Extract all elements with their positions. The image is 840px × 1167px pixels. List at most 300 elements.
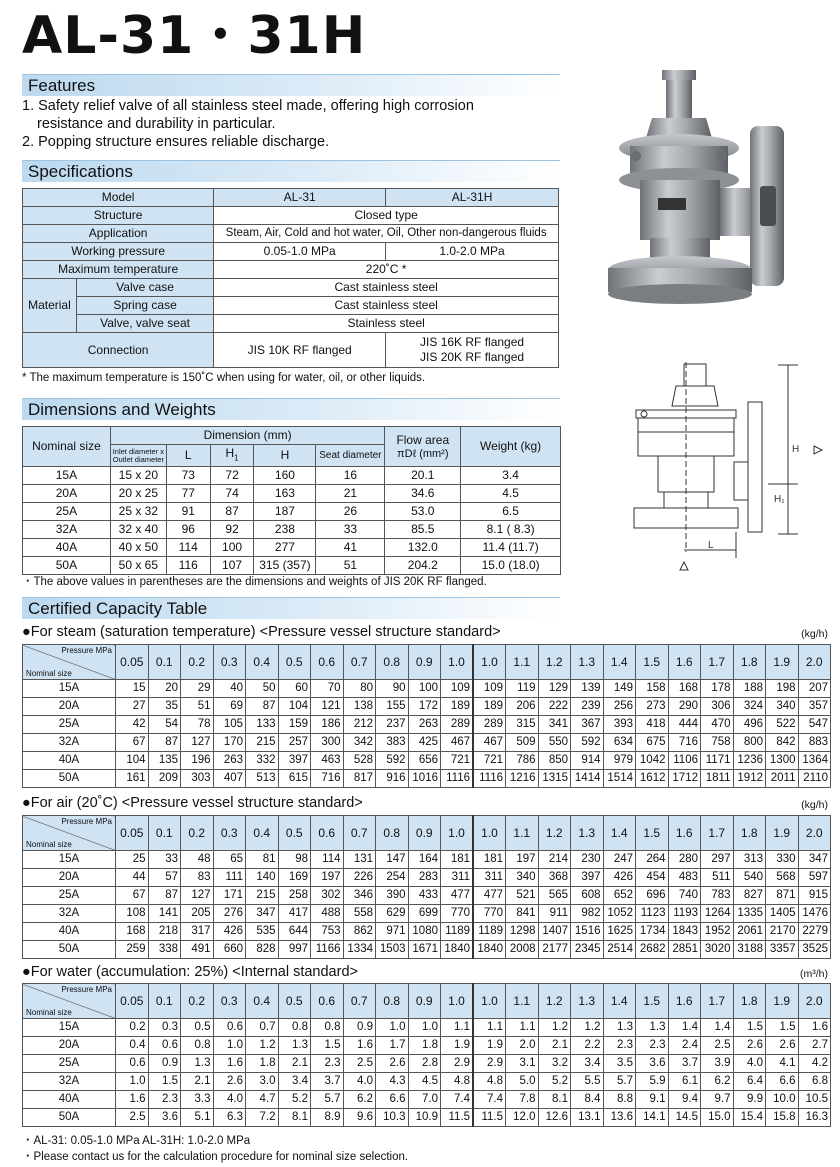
- table-cell: 25A: [23, 1055, 116, 1073]
- table-cell: 2.9: [473, 1055, 506, 1073]
- table-cell: 340: [766, 698, 799, 716]
- table-cell: 770: [473, 905, 506, 923]
- table-cell: 159: [278, 716, 311, 734]
- table-cell: 997: [278, 941, 311, 959]
- table-cell: 1.1: [441, 1019, 474, 1037]
- table-cell: 1080: [408, 923, 441, 941]
- table-cell: 77: [166, 485, 210, 503]
- table-cell: 1364: [798, 752, 831, 770]
- table-cell: 100: [408, 680, 441, 698]
- pressure-header: 0.3: [213, 816, 246, 851]
- table-cell: 273: [636, 698, 669, 716]
- table-row: Maximum temperature 220˚C *: [23, 261, 559, 279]
- table-cell: 20A: [23, 869, 116, 887]
- table-cell: 189: [441, 698, 474, 716]
- table-cell: 914: [571, 752, 604, 770]
- table-cell: 0.8: [311, 1019, 344, 1037]
- table-row: [23, 869, 831, 887]
- pressure-header: 0.7: [343, 645, 376, 680]
- table-cell: 171: [213, 887, 246, 905]
- pressure-header: 1.2: [538, 816, 571, 851]
- table-cell: 1264: [701, 905, 734, 923]
- table-cell: 289: [473, 716, 506, 734]
- table-cell: 1.0: [408, 1019, 441, 1037]
- table-cell: 83: [181, 869, 214, 887]
- table-cell: 40: [213, 680, 246, 698]
- table-cell: 2.6: [213, 1073, 246, 1091]
- table-cell: 197: [311, 869, 344, 887]
- table-cell: 397: [278, 752, 311, 770]
- table-cell: 1.4: [701, 1019, 734, 1037]
- table-cell: 139: [571, 680, 604, 698]
- table-cell: 491: [181, 941, 214, 959]
- table-cell: 161: [116, 770, 149, 788]
- table-cell: 315 (357): [254, 557, 316, 575]
- specifications-heading: Specifications: [22, 160, 560, 182]
- table-cell: 1335: [733, 905, 766, 923]
- table-cell: 528: [343, 752, 376, 770]
- table-cell: 2.1: [278, 1055, 311, 1073]
- table-cell: 346: [343, 887, 376, 905]
- table-cell: 770: [441, 905, 474, 923]
- table-cell: 982: [571, 905, 604, 923]
- table-cell: 979: [603, 752, 636, 770]
- table-cell: 1.7: [376, 1037, 409, 1055]
- table-cell: 10.9: [408, 1109, 441, 1127]
- diagonal-header-cell: Pressure MPa Nominal size: [23, 645, 116, 680]
- table-cell: 8.1: [278, 1109, 311, 1127]
- table-cell: 2.9: [441, 1055, 474, 1073]
- table-cell: 2.5: [701, 1037, 734, 1055]
- dimensions-heading: Dimensions and Weights: [22, 398, 560, 420]
- table-cell: 50 x 65: [110, 557, 166, 575]
- water-unit: (m³/h): [800, 968, 828, 980]
- table-cell: 2.7: [798, 1037, 831, 1055]
- table-cell: 290: [668, 698, 701, 716]
- table-cell: 186: [311, 716, 344, 734]
- table-cell: 311: [473, 869, 506, 887]
- table-cell: 2.1: [538, 1037, 571, 1055]
- table-cell: 7.2: [246, 1109, 279, 1127]
- table-cell: 6.2: [343, 1091, 376, 1109]
- table-cell: 60: [278, 680, 311, 698]
- table-cell: 42: [116, 716, 149, 734]
- table-row: [23, 1019, 831, 1037]
- table-cell: 1.4: [668, 1019, 701, 1037]
- table-cell: 1123: [636, 905, 669, 923]
- pressure-header: 1.3: [571, 984, 604, 1019]
- table-cell: 87: [148, 887, 181, 905]
- table-cell: 883: [798, 734, 831, 752]
- pressure-header: 1.7: [701, 645, 734, 680]
- table-cell: 87: [148, 734, 181, 752]
- table-row: [23, 1109, 831, 1127]
- table-cell: 3.4: [571, 1055, 604, 1073]
- table-cell: 20 x 25: [110, 485, 166, 503]
- table-cell: 50A: [23, 1109, 116, 1127]
- table-cell: 121: [311, 698, 344, 716]
- table-cell: 615: [278, 770, 311, 788]
- table-cell: 315: [506, 716, 539, 734]
- table-cell: 189: [473, 698, 506, 716]
- pressure-header: 1.2: [538, 984, 571, 1019]
- table-row: [23, 923, 831, 941]
- table-cell: 1.3: [181, 1055, 214, 1073]
- table-cell: 212: [343, 716, 376, 734]
- table-cell: 129: [538, 680, 571, 698]
- table-cell: 1116: [473, 770, 506, 788]
- table-cell: 114: [166, 539, 210, 557]
- pressure-header: 0.4: [246, 645, 279, 680]
- drawing-label-l: L: [708, 540, 714, 551]
- table-cell: 10.3: [376, 1109, 409, 1127]
- table-cell: 8.1 ( 8.3): [461, 521, 561, 539]
- air-unit: (kg/h): [801, 799, 828, 811]
- table-cell: 2170: [766, 923, 799, 941]
- table-cell: 73: [166, 467, 210, 485]
- table-cell: 237: [376, 716, 409, 734]
- table-cell: 509: [506, 734, 539, 752]
- air-capacity-table: [22, 815, 831, 959]
- table-cell: 187: [254, 503, 316, 521]
- table-cell: 297: [701, 851, 734, 869]
- table-cell: 4.1: [766, 1055, 799, 1073]
- table-cell: 3.7: [311, 1073, 344, 1091]
- table-cell: 2.3: [603, 1037, 636, 1055]
- table-cell: 25A: [23, 503, 111, 521]
- table-cell: 116: [166, 557, 210, 575]
- table-cell: 16.3: [798, 1109, 831, 1127]
- table-cell: 10.5: [798, 1091, 831, 1109]
- table-cell: 78: [181, 716, 214, 734]
- table-row: [23, 467, 561, 485]
- pressure-header: 1.6: [668, 984, 701, 1019]
- table-cell: 5.2: [278, 1091, 311, 1109]
- table-cell: 1.2: [571, 1019, 604, 1037]
- table-cell: 0.5: [181, 1019, 214, 1037]
- table-cell: 98: [278, 851, 311, 869]
- table-cell: 1193: [668, 905, 701, 923]
- table-cell: 342: [343, 734, 376, 752]
- table-cell: 2110: [798, 770, 831, 788]
- table-cell: 1166: [311, 941, 344, 959]
- pressure-header: 1.4: [603, 984, 636, 1019]
- pressure-header: 0.05: [116, 816, 149, 851]
- table-cell: 3.6: [636, 1055, 669, 1073]
- table-cell: 54: [148, 716, 181, 734]
- table-cell: 283: [408, 869, 441, 887]
- air-subtitle: ●For air (20˚C) <Pressure vessel structure standard>: [22, 795, 363, 811]
- table-cell: 206: [506, 698, 539, 716]
- table-cell: 87: [246, 698, 279, 716]
- table-cell: 5.7: [311, 1091, 344, 1109]
- table-cell: 222: [538, 698, 571, 716]
- table-cell: 25A: [23, 716, 116, 734]
- pressure-header: 1.2: [538, 645, 571, 680]
- pressure-header: 0.3: [213, 984, 246, 1019]
- table-cell: 226: [343, 869, 376, 887]
- table-cell: 44: [116, 869, 149, 887]
- table-cell: 340: [506, 869, 539, 887]
- table-cell: 15 x 20: [110, 467, 166, 485]
- pressure-header: 0.6: [311, 645, 344, 680]
- table-cell: 11.5: [473, 1109, 506, 1127]
- table-cell: 2514: [603, 941, 636, 959]
- table-cell: 1300: [766, 752, 799, 770]
- table-row: [23, 698, 831, 716]
- table-row: [23, 1055, 831, 1073]
- pressure-header: 2.0: [798, 645, 831, 680]
- table-cell: 488: [311, 905, 344, 923]
- table-cell: 418: [636, 716, 669, 734]
- table-cell: 338: [148, 941, 181, 959]
- pressure-header: 0.5: [278, 984, 311, 1019]
- pressure-header: 0.2: [181, 645, 214, 680]
- table-cell: 6.4: [733, 1073, 766, 1091]
- table-cell: 397: [571, 869, 604, 887]
- table-cell: 1189: [441, 923, 474, 941]
- table-cell: 5.7: [603, 1073, 636, 1091]
- pressure-header: 1.5: [636, 984, 669, 1019]
- table-cell: 259: [116, 941, 149, 959]
- specifications-note: * The maximum temperature is 150˚C when using for water, oil, or other liquids.: [22, 372, 426, 384]
- table-cell: 0.3: [148, 1019, 181, 1037]
- table-cell: 850: [538, 752, 571, 770]
- table-cell: 40A: [23, 1091, 116, 1109]
- table-cell: 127: [181, 887, 214, 905]
- table-cell: 1.0: [213, 1037, 246, 1055]
- table-cell: 188: [733, 680, 766, 698]
- table-cell: 511: [701, 869, 734, 887]
- pressure-header: 1.5: [636, 645, 669, 680]
- dimensions-note: ・The above values in parentheses are the dimensions and weights of JIS 20K RF flanged.: [22, 576, 487, 588]
- table-cell: 280: [668, 851, 701, 869]
- pressure-header: 0.1: [148, 816, 181, 851]
- table-cell: 357: [798, 698, 831, 716]
- table-row: Spring case Cast stainless steel: [23, 297, 559, 315]
- pressure-header: 1.4: [603, 816, 636, 851]
- pressure-header: 1.0: [441, 645, 474, 680]
- pressure-header: 0.8: [376, 984, 409, 1019]
- table-cell: 1.5: [311, 1037, 344, 1055]
- table-cell: 407: [213, 770, 246, 788]
- table-cell: 20: [148, 680, 181, 698]
- dimensions-table: [22, 426, 561, 575]
- table-cell: 263: [213, 752, 246, 770]
- table-cell: 168: [668, 680, 701, 698]
- table-cell: 1414: [571, 770, 604, 788]
- table-cell: 2.0: [506, 1037, 539, 1055]
- drawing-label-h: H: [792, 444, 800, 455]
- table-cell: 107: [210, 557, 254, 575]
- pressure-header: 0.05: [116, 984, 149, 1019]
- table-cell: 5.9: [636, 1073, 669, 1091]
- table-cell: 8.9: [311, 1109, 344, 1127]
- table-cell: 57: [148, 869, 181, 887]
- table-cell: 35: [148, 698, 181, 716]
- table-cell: 149: [603, 680, 636, 698]
- table-cell: 147: [376, 851, 409, 869]
- table-cell: 1.9: [441, 1037, 474, 1055]
- table-cell: 104: [116, 752, 149, 770]
- table-cell: 608: [571, 887, 604, 905]
- table-cell: 276: [213, 905, 246, 923]
- table-cell: 4.2: [798, 1055, 831, 1073]
- table-cell: 1476: [798, 905, 831, 923]
- table-row: [23, 680, 831, 698]
- table-cell: 15.8: [766, 1109, 799, 1127]
- table-cell: 27: [116, 698, 149, 716]
- table-cell: 74: [210, 485, 254, 503]
- feature-item: 1. Safety relief valve of all stainless steel made, offering high corrosion: [22, 98, 474, 114]
- table-cell: 383: [376, 734, 409, 752]
- table-cell: 463: [311, 752, 344, 770]
- table-cell: 4.0: [213, 1091, 246, 1109]
- table-cell: 2.5: [343, 1055, 376, 1073]
- table-cell: 132.0: [385, 539, 461, 557]
- table-cell: 827: [733, 887, 766, 905]
- table-cell: 2.3: [636, 1037, 669, 1055]
- table-cell: 50: [246, 680, 279, 698]
- pressure-header: 0.7: [343, 816, 376, 851]
- table-cell: 547: [798, 716, 831, 734]
- table-cell: 25 x 32: [110, 503, 166, 521]
- table-cell: 85.5: [385, 521, 461, 539]
- pressure-header: 0.7: [343, 984, 376, 1019]
- table-cell: 1.6: [343, 1037, 376, 1055]
- pressure-header: 1.5: [636, 816, 669, 851]
- table-cell: 916: [376, 770, 409, 788]
- table-cell: 2.8: [408, 1055, 441, 1073]
- pressure-header: 1.3: [571, 645, 604, 680]
- table-cell: 1503: [376, 941, 409, 959]
- table-cell: 3.9: [701, 1055, 734, 1073]
- table-cell: 2.3: [311, 1055, 344, 1073]
- table-cell: 160: [254, 467, 316, 485]
- table-cell: 828: [246, 941, 279, 959]
- table-cell: 50A: [23, 557, 111, 575]
- pressure-header: 0.4: [246, 984, 279, 1019]
- pressure-header: 2.0: [798, 816, 831, 851]
- table-cell: 7.0: [408, 1091, 441, 1109]
- table-cell: 8.8: [603, 1091, 636, 1109]
- table-cell: 817: [343, 770, 376, 788]
- table-cell: 6.6: [766, 1073, 799, 1091]
- pressure-header: 2.0: [798, 984, 831, 1019]
- table-cell: 2008: [506, 941, 539, 959]
- table-cell: 1912: [733, 770, 766, 788]
- table-cell: 565: [538, 887, 571, 905]
- table-row: [23, 1091, 831, 1109]
- table-cell: 535: [246, 923, 279, 941]
- table-row: [23, 941, 831, 959]
- table-cell: 32 x 40: [110, 521, 166, 539]
- table-cell: 4.5: [461, 485, 561, 503]
- table-cell: 20A: [23, 485, 111, 503]
- table-cell: 277: [254, 539, 316, 557]
- table-cell: 247: [603, 851, 636, 869]
- table-cell: 1516: [571, 923, 604, 941]
- pressure-header: 0.1: [148, 645, 181, 680]
- table-cell: 1405: [766, 905, 799, 923]
- table-cell: 513: [246, 770, 279, 788]
- table-cell: 1734: [636, 923, 669, 941]
- table-cell: 2.5: [116, 1109, 149, 1127]
- table-cell: 550: [538, 734, 571, 752]
- table-cell: 14.1: [636, 1109, 669, 1127]
- table-cell: 521: [506, 887, 539, 905]
- table-cell: 0.7: [246, 1019, 279, 1037]
- table-cell: 133: [246, 716, 279, 734]
- table-cell: 426: [213, 923, 246, 941]
- table-cell: 14.5: [668, 1109, 701, 1127]
- table-cell: 238: [254, 521, 316, 539]
- table-row: Nominal size Dimension (mm) Flow area πDℓ (mm²) Weight (kg): [23, 427, 561, 445]
- feature-item: 2. Popping structure ensures reliable discharge.: [22, 134, 330, 150]
- table-cell: 341: [538, 716, 571, 734]
- water-capacity-table: [22, 983, 831, 1127]
- table-header-row: [23, 645, 831, 680]
- table-cell: 1.9: [473, 1037, 506, 1055]
- table-row: [23, 752, 831, 770]
- table-cell: 4.7: [246, 1091, 279, 1109]
- table-cell: 1.5: [766, 1019, 799, 1037]
- pressure-header: 1.0: [473, 816, 506, 851]
- table-row: Application Steam, Air, Cold and hot water, Oil, Other non-dangerous fluids: [23, 225, 559, 243]
- table-cell: 1.2: [246, 1037, 279, 1055]
- table-cell: 2.4: [668, 1037, 701, 1055]
- table-cell: 496: [733, 716, 766, 734]
- table-cell: 50A: [23, 770, 116, 788]
- table-cell: 67: [116, 887, 149, 905]
- table-cell: 6.3: [213, 1109, 246, 1127]
- table-cell: 6.1: [668, 1073, 701, 1091]
- feature-item: resistance and durability in particular.: [37, 116, 276, 132]
- table-cell: 656: [408, 752, 441, 770]
- table-cell: 597: [798, 869, 831, 887]
- table-cell: 92: [210, 521, 254, 539]
- table-cell: 1840: [441, 941, 474, 959]
- table-cell: 716: [668, 734, 701, 752]
- table-cell: 302: [311, 887, 344, 905]
- pressure-header: 1.8: [733, 984, 766, 1019]
- table-cell: 15: [116, 680, 149, 698]
- table-cell: 558: [343, 905, 376, 923]
- pressure-header: 0.9: [408, 984, 441, 1019]
- table-cell: 2682: [636, 941, 669, 959]
- steam-subtitle: ●For steam (saturation temperature) <Pressure vessel structure standard>: [22, 624, 501, 640]
- table-cell: 40 x 50: [110, 539, 166, 557]
- table-cell: 214: [538, 851, 571, 869]
- table-cell: 25: [116, 851, 149, 869]
- table-cell: 4.3: [376, 1073, 409, 1091]
- table-row: [23, 521, 561, 539]
- table-cell: 34.6: [385, 485, 461, 503]
- table-row: [23, 716, 831, 734]
- table-cell: 311: [441, 869, 474, 887]
- table-cell: 215: [246, 734, 279, 752]
- table-cell: 347: [798, 851, 831, 869]
- pressure-header: 0.2: [181, 984, 214, 1019]
- table-cell: 20.1: [385, 467, 461, 485]
- pressure-header: 1.1: [506, 984, 539, 1019]
- table-cell: 721: [473, 752, 506, 770]
- table-cell: 15A: [23, 467, 111, 485]
- table-cell: 8.4: [571, 1091, 604, 1109]
- pressure-header: 0.4: [246, 816, 279, 851]
- table-cell: 0.8: [181, 1037, 214, 1055]
- table-row: [23, 557, 561, 575]
